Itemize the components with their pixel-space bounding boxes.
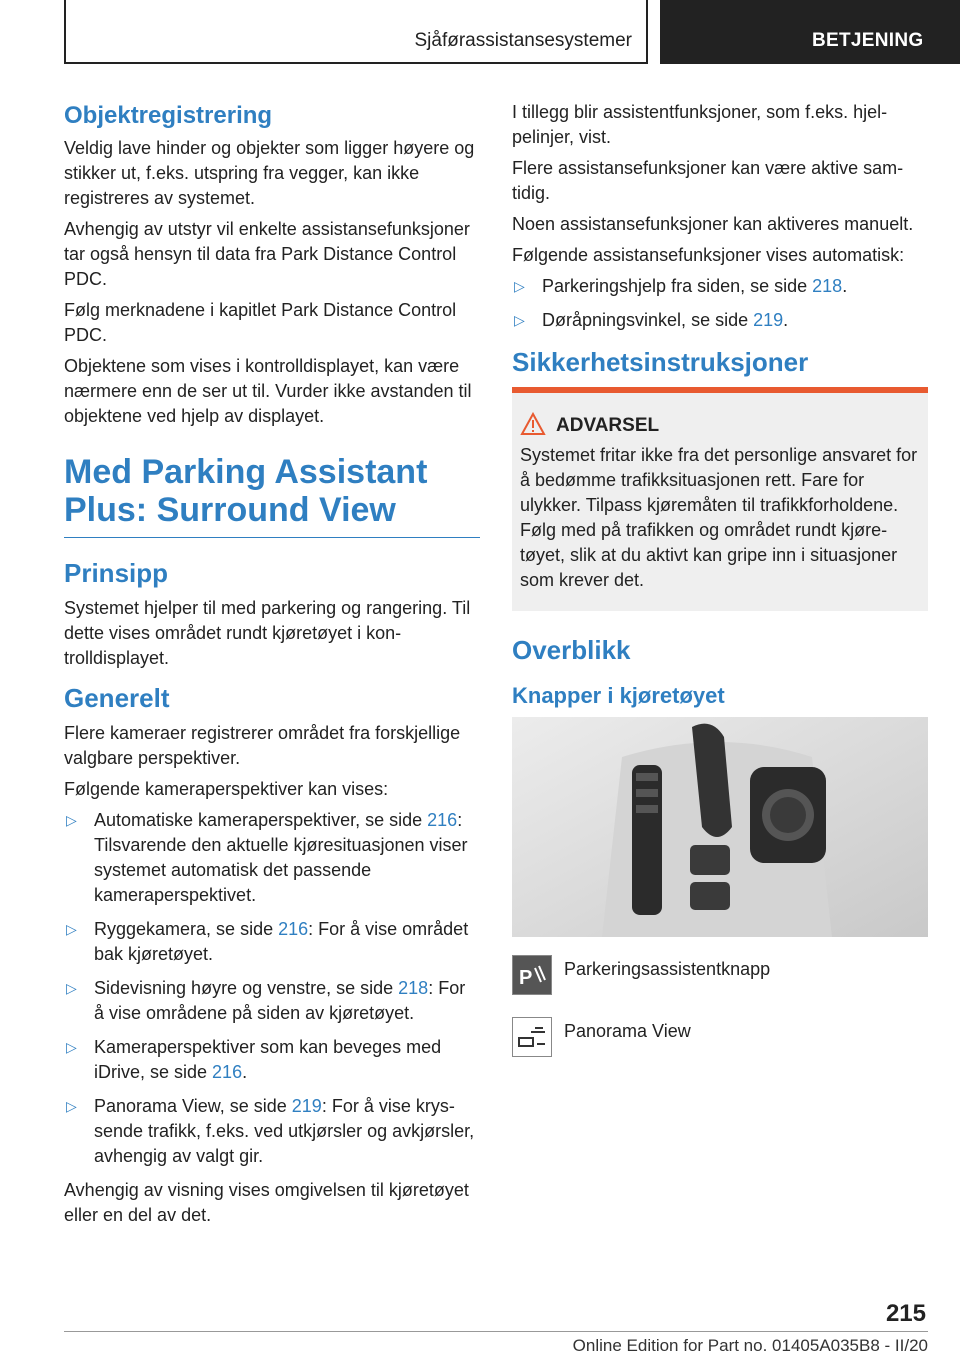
paragraph: Avhengig av visning vises omgivelsen til kjøretøyet eller en del av det. (64, 1180, 469, 1225)
page-link[interactable]: 216 (427, 810, 458, 830)
legend-row (512, 1017, 928, 1067)
page-link[interactable]: 218 (812, 276, 843, 296)
list-item: ▷ Kameraperspektiver som kan beveges med iDrive, se side 216. (66, 1037, 442, 1082)
paragraph: Flere assistansefunksjoner kan være aktive samtidig. (512, 158, 904, 203)
list-item: ▷ Panorama View, se side 219: For å vise kryssende trafikk, f.eks. ved utkjørsler og avkjørsler, avhengig av valgt gir. (66, 1096, 475, 1166)
paragraph: Systemet hjelper til med parkering og rangering. Til dette vises området rundt kjøretøyet i kontrolldisplayet. (64, 598, 471, 668)
warning-box (512, 387, 928, 611)
paragraph: Følgende kameraperspektiver kan vises: (64, 779, 389, 799)
heading-overview: Overblikk (512, 635, 631, 665)
triangle-bullet-icon: ▷ (514, 278, 525, 294)
triangle-bullet-icon: ▷ (66, 980, 77, 996)
page-link[interactable]: 219 (291, 1096, 322, 1116)
paragraph: Objektene som vises i kontrolldisplayet, kan være nærmere enn de ser ut til. Vurder ikke avstanden til objektene ved hjelp av displayet. (64, 356, 472, 426)
paragraph: Noen assistansefunksjoner kan aktiveres manuelt. (512, 214, 914, 234)
camera-perspective-list (64, 808, 480, 1169)
paragraph: Følgende assistansefunksjoner vises automatisk: (512, 245, 905, 265)
panorama-view-icon (512, 1017, 552, 1057)
warning-triangle-icon (520, 412, 546, 436)
paragraph: Veldig lave hinder og objekter som ligger høyere og stikker ut, f.eks. utspring fra vegger, kan ikke registreres av systemet. (64, 138, 475, 208)
page-link[interactable]: 219 (753, 310, 784, 330)
left-column (64, 100, 480, 1234)
heading-buttons: Knapper i kjøretøyet (512, 683, 725, 708)
list-item: ▷ Døråpningsvinkel, se side 219. (512, 308, 928, 333)
button-legend (512, 955, 928, 1067)
list-item: ▷ Parkeringshjelp fra siden, se side 218. (512, 274, 928, 299)
header-section-tab (64, 0, 648, 64)
page-number: 215 (885, 1300, 926, 1327)
svg-text:P: P (519, 967, 533, 989)
paragraph: Flere kameraer registrerer området fra forskjellige valgbare perspektiver. (64, 723, 461, 768)
center-console-photo (512, 717, 928, 937)
heading-surround-view: Med Parking Assistant Plus: Surround View (64, 453, 480, 538)
legend-label: Parkeringsassistentknapp (564, 959, 771, 979)
triangle-bullet-icon: ▷ (66, 812, 77, 828)
page-link[interactable]: 216 (212, 1062, 243, 1082)
paragraph: Følg merknadene i kapitlet Park Distance Control PDC. (64, 300, 457, 345)
warning-text: Systemet fritar ikke fra det personlige ansvaret for å bedømme trafikksituasjonen rett. Fare for ulykker. Tilpass kjøremåten til trafikkforholdene. Følg med på trafikken og området rundt kjøretøyet, slik at du aktivt kan gripe inn i situasjoner som krever det. (520, 445, 918, 590)
heading-safety: Sikkerhetsinstruksjoner (512, 347, 809, 377)
list-item: ▷ Sidevisning høyre og venstre, se side 218: For å vise områdene på siden av kjøretøyet. (66, 978, 466, 1023)
heading-general: Generelt (64, 683, 170, 713)
legend-row (512, 955, 928, 1005)
header-section-title: Sjåførassistansesystemer (414, 30, 632, 51)
warning-title: ADVARSEL (556, 415, 920, 437)
parking-assistant-button-icon (512, 955, 552, 995)
footer-divider (64, 1331, 928, 1332)
header-chapter-title: BETJENING (812, 30, 924, 51)
footer-edition: Online Edition for Part no. 01405A035B8 - II/20 (572, 1336, 928, 1355)
triangle-bullet-icon: ▷ (514, 312, 525, 328)
page-link[interactable]: 216 (278, 919, 309, 939)
triangle-bullet-icon: ▷ (66, 1098, 77, 1114)
list-item: ▷ Ryggekamera, se side 216: For å vise området bak kjøretøyet. (66, 919, 469, 964)
right-column (512, 100, 928, 1079)
paragraph: Avhengig av utstyr vil enkelte assistansefunksjoner tar også hensyn til data fra Park Distance Control PDC. (64, 219, 470, 289)
triangle-bullet-icon: ▷ (66, 1039, 77, 1055)
heading-object-registration: Objektregistrering (64, 102, 273, 129)
triangle-bullet-icon: ▷ (66, 921, 77, 937)
heading-principle: Prinsipp (64, 558, 169, 588)
paragraph: I tillegg blir assistentfunksjoner, som f.eks. hjelpelinjer, vist. (512, 102, 888, 147)
list-item: ▷ Automatiske kameraperspektiver, se side 216: Tilsvarende den aktuelle kjøresituasjonen viser systemet automatisk det passende kameraperspektivet. (66, 810, 468, 905)
page-link[interactable]: 218 (398, 978, 429, 998)
legend-label: Panorama View (564, 1021, 691, 1041)
header-chapter-tab (660, 0, 960, 64)
assist-function-list (512, 274, 928, 333)
